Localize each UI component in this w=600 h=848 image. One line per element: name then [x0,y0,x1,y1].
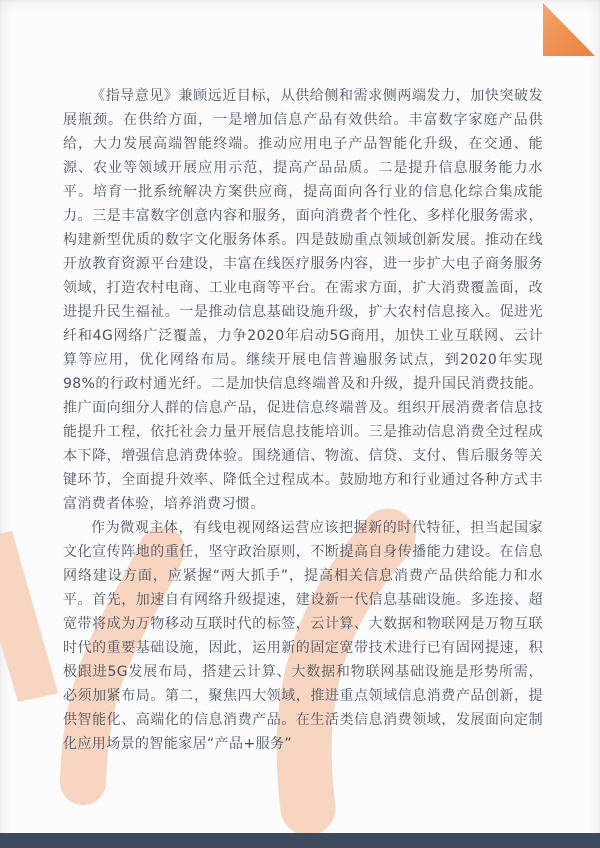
article-paragraph-1: 《指导意见》兼顾远近目标，从供给侧和需求侧两端发力，加快突破发展瓶颈。在供给方面，一是增加信息产品有效供给。丰富数字家庭产品供给，大力发展高端智能终端。推动应用电子产品智能化升级，在交通、能源、农业等领域开展应用示范，提高产品品质。二是提升信息服务能力水平。培育一批系统解决方案供应商，提高面向各行业的信息化综合集成能力。三是丰富数字创意内容和服务，面向消费者个性化、多样化服务需求，构建新型优质的数字文化服务体系。四是鼓励重点领域创新发展。推动在线开放教育资源平台建设，丰富在线医疗服务内容，进一步扩大电子商务服务领域，打造农村电商、工业电商等平台。在需求方面，扩大消费覆盖面，改进提升民生福祉。一是推动信息基础设施升级，扩大农村信息接入。促进光纤和4G网络广泛覆盖，力争2020年启动5G商用，加快工业互联网、云计算等应用，优化网络布局。继续开展电信普遍服务试点，到2020年实现98%的行政村通光纤。二是加快信息终端普及和升级，提升国民消费技能。推广面向细分人群的信息产品，促进信息终端普及。组织开展消费者信息技能提升工程，依托社会力量开展信息技能培训。三是推动信息消费全过程成本下降，增强信息消费体验。围绕通信、物流、信贷、支付、售后服务等关键环节，全面提升效率、降低全过程成本。鼓励地方和行业通过各种方式丰富消费者体验，培养消费习惯。 [63,88,543,512]
corner-triangle-icon [543,3,595,56]
footer-bar [0,833,600,848]
article-paragraph-2: 作为微观主体，有线电视网络运营应该把握新的时代特征，担当起国家文化宣传阵地的重任，坚守政治原则，不断提高自身传播能力建设。在信息网络建设方面，应紧握“两大抓手”，提高相关信息消费产品供给能力和水平。首先，加速自有网络升级提速，建设新一代信息基础设施。多连接、超宽带将成为万物移动互联时代的标签，云计算、大数据和物联网是万物互联时代的重要基础设施，因此，运用新的固定宽带技术进行已有固网提速，积极跟进5G发展布局，搭建云计算、大数据和物联网基础设施是形势所需，必须加紧布局。第二，聚焦四大领域，推进重点领域信息消费产品创新，提供智能化、高端化的信息消费产品。在生活类信息消费领域，发展面向定制化应用场景的智能家居“产品+服务” [63,520,543,752]
article-body [63,84,543,756]
